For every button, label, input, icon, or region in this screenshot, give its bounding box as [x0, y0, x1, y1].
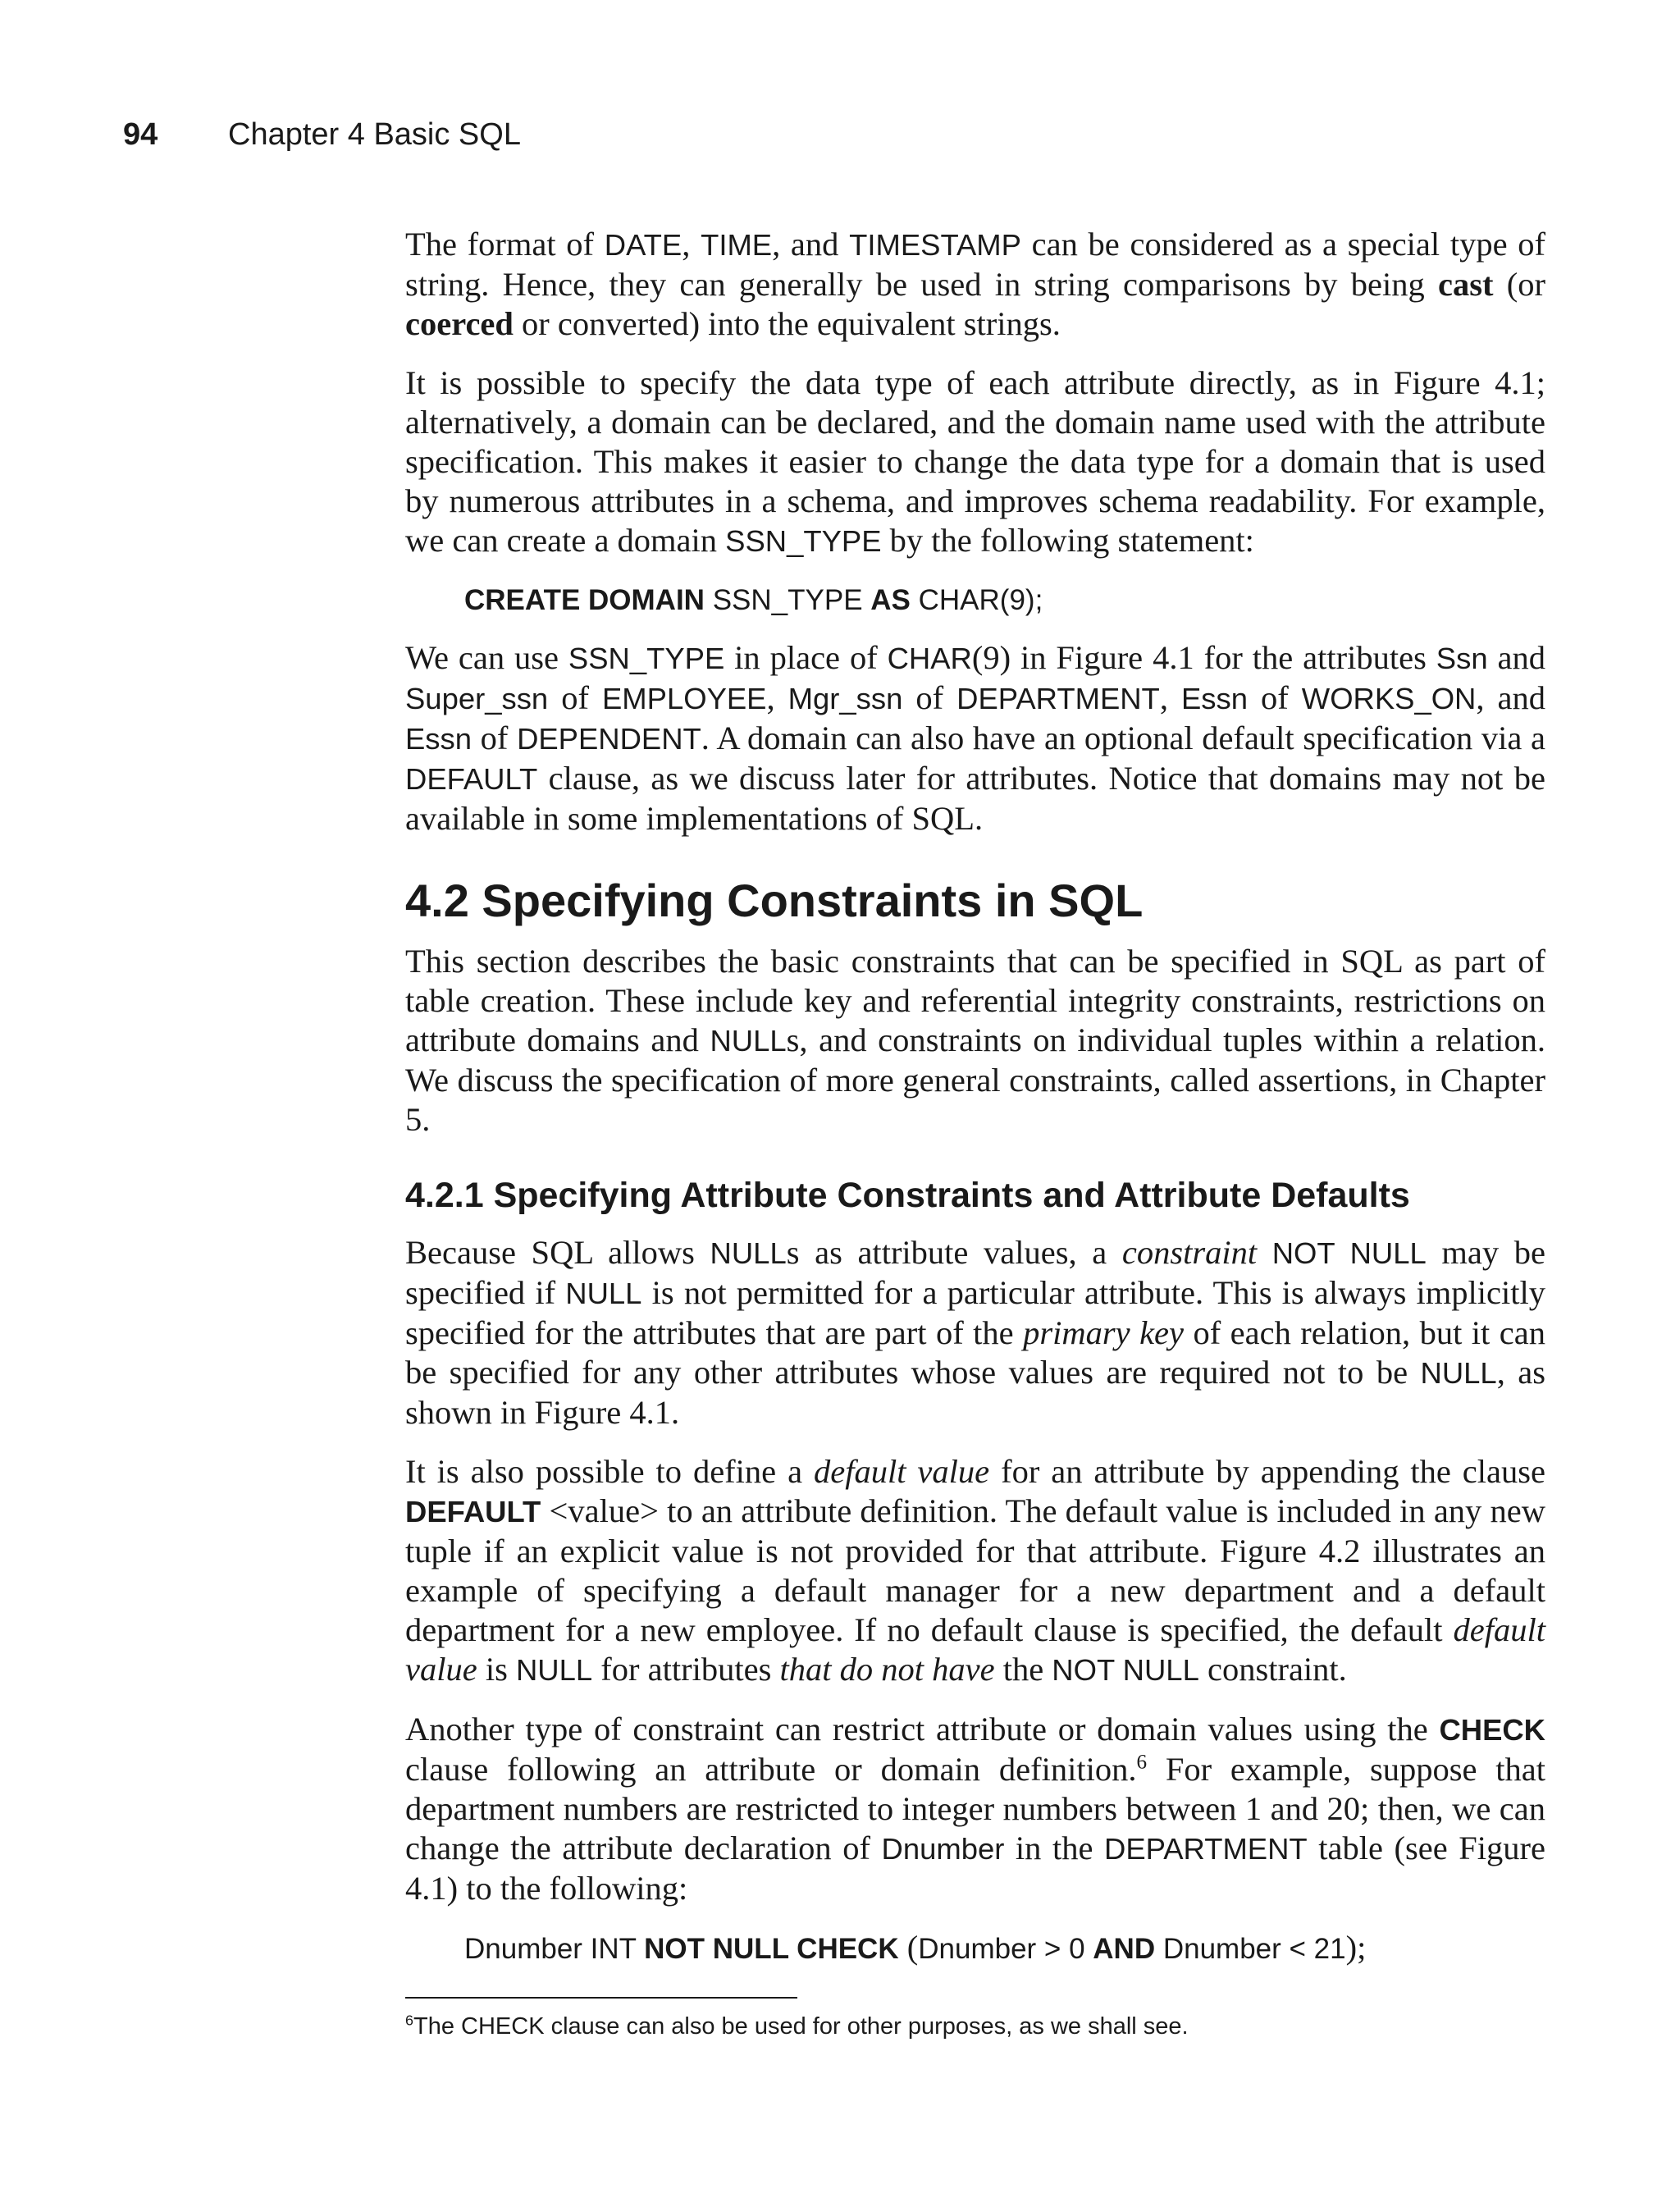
code-create-domain: CREATE DOMAIN SSN_TYPE AS CHAR(9); [464, 584, 1043, 616]
section-heading: 4.2 Specifying Constraints in SQL [405, 875, 1144, 926]
paragraph-default-value: It is also possible to define a default value for an attribute by appending the clause DEFAULT <value> to an attribute definition. The default value is included in any new tuple if an explicit value is not provided for that attribute. Figure 4.2 illustrates an example of specifying a default manager for a new department and a default department for a new employee. If no default clause is specified, the default default value is NULL for attributes that do not have the NOT NULL constraint. [405, 1453, 1545, 1688]
paragraph-not-null: Because SQL allows NULLs as attribute values, a constraint NOT NULL may be specified if NULL is not permitted for a particular attribute. This is always implicitly specified for the attributes that are part of the primary key of each relation, but it can be specified for any other attributes whose values are required not to be NULL, as shown in Figure 4.1. [405, 1234, 1545, 1431]
paragraph-date-formats: The format of DATE, TIME, and TIMESTAMP can be considered as a special type of string. Hence, they can generally be used in string comparisons by being cast (or coerced or converted) into the equivalent strings. [405, 226, 1546, 342]
chapter-title: Chapter 4 Basic SQL [228, 117, 521, 152]
page-number: 94 [123, 117, 158, 152]
subsection-heading: 4.2.1 Specifying Attribute Constraints and Attribute Defaults [405, 1176, 1410, 1215]
footnote-marker: 6 [405, 2012, 413, 2029]
page-body [405, 225, 1545, 1987]
paragraph-domain-declaration: It is possible to specify the data type of each attribute directly, as in Figure 4.1; alternatively, a domain can be declared, and the domain name used with the attribute specification. This makes it easier to change the data type for a domain that is used by numerous attributes in a schema, and improves schema readability. For example, we can create a domain SSN_TYPE by the following statement: [405, 364, 1545, 559]
paragraph-ssn-type-usage: We can use SSN_TYPE in place of CHAR(9) in Figure 4.1 for the attributes Ssn and Super_ssn of EMPLOYEE, Mgr_ssn of DEPARTMENT, Essn of WORKS_ON, and Essn of DEPENDENT. A domain can also have an optional default specification via a DEFAULT clause, as we discuss later for attributes. Notice that domains may not be available in some implementations of SQL. [405, 639, 1546, 837]
running-header [123, 115, 521, 154]
footnote [405, 2010, 1189, 2043]
paragraph-section-intro: This section describes the basic constraints that can be specified in SQL as part of table creation. These include key and referential integrity constraints, restrictions on attribute domains and NULLs, and constraints on individual tuples within a relation. We discuss the specification of more general constraints, called assertions, in Chapter 5. [405, 943, 1545, 1138]
footnote-ref: 6 [1136, 1751, 1148, 1774]
footnote-divider [405, 1997, 797, 1999]
paragraph-check-clause: Another type of constraint can restrict attribute or domain values using the CHECK clause following an attribute or domain definition.$^6$ For example, suppose that department numbers are restricted to integer numbers between 1 and 20; then, we can change the attribute declaration of Dnumber in the DEPARTMENT table (see Figure 4.1) to the following: [405, 1711, 1545, 1907]
footnote-text: The CHECK clause can also be used for other purposes, as we shall see. [413, 2013, 1189, 2040]
code-check-constraint: Dnumber INT NOT NULL CHECK (Dnumber > 0 AND Dnumber < 21); [464, 1929, 1367, 1966]
